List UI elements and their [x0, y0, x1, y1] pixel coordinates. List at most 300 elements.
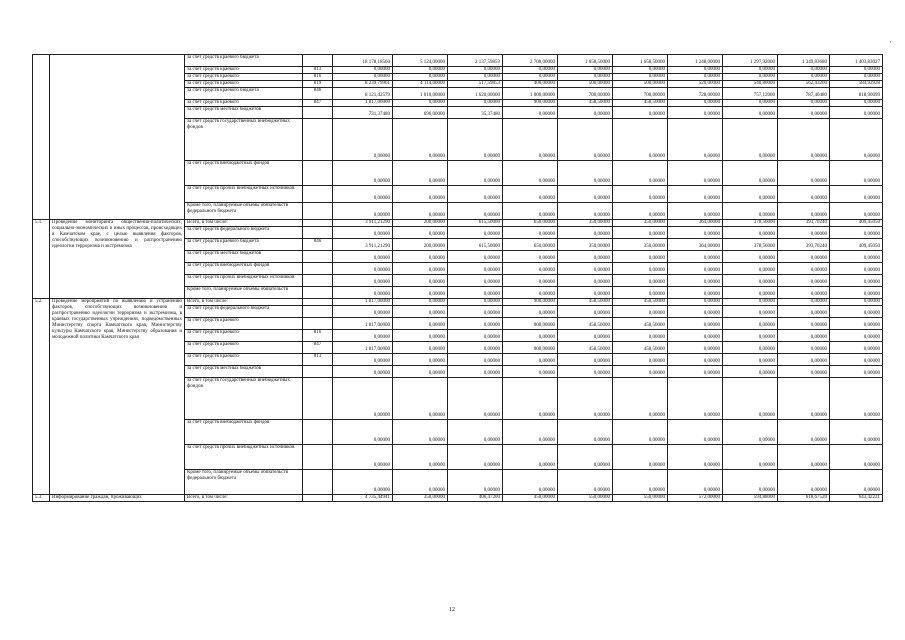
- amount-cell: 618,67520: [778, 495, 830, 502]
- amount-cell: 0,00000: [393, 354, 448, 366]
- amount-cell: 615,50000: [448, 220, 503, 227]
- amount-cell: 0,00000: [393, 100, 448, 107]
- amount-cell: 0,00000: [830, 161, 883, 186]
- amount-cell: 0,00000: [668, 74, 723, 81]
- table-row: [33, 220, 883, 227]
- amount-cell: 900,00000: [503, 342, 558, 354]
- amount-cell: 818,90099: [830, 88, 883, 100]
- funding-source: за счет средств государственных внебюджетных фондов: [185, 119, 303, 161]
- amount-cell: 0,00000: [613, 74, 668, 81]
- amount-cell: 0,00000: [448, 287, 503, 299]
- amount-cell: 500,00000: [558, 81, 613, 88]
- amount-cell: 0,00000: [613, 306, 668, 318]
- amount-cell: 0,00000: [448, 342, 503, 354]
- amount-cell: 0,00000: [613, 263, 668, 275]
- amount-cell: 0,00000: [668, 186, 723, 203]
- amount-cell: 0,00000: [393, 299, 448, 306]
- budget-code: [303, 318, 333, 330]
- budget-code: 816: [303, 74, 333, 81]
- amount-cell: 0,00000: [830, 251, 883, 263]
- amount-cell: 0,00000: [668, 203, 723, 220]
- amount-cell: 1 403,83027: [830, 55, 883, 67]
- amount-cell: 0,00000: [333, 74, 393, 81]
- amount-cell: 0,00000: [723, 227, 778, 239]
- amount-cell: 0,00000: [613, 203, 668, 220]
- amount-cell: 378,56000: [723, 220, 778, 227]
- amount-cell: 2 700,00000: [503, 55, 558, 67]
- amount-cell: 0,00000: [778, 275, 830, 287]
- funding-source: Всего, в том числе:: [185, 299, 303, 306]
- amount-cell: 0,00000: [393, 74, 448, 81]
- amount-cell: 0,00000: [830, 203, 883, 220]
- amount-cell: 0,00000: [668, 366, 723, 378]
- amount-cell: 0,00000: [558, 251, 613, 263]
- amount-cell: 0,00000: [448, 119, 503, 161]
- funding-source: Кроме того, планируемые объемы обязательств: [185, 287, 303, 299]
- amount-cell: 393,70240: [778, 220, 830, 227]
- amount-cell: 1 817,00000: [333, 342, 393, 354]
- amount-cell: 643,42221: [830, 495, 883, 502]
- amount-cell: 0,00000: [613, 330, 668, 342]
- amount-cell: 0,00000: [778, 420, 830, 445]
- amount-cell: 1 620,00000: [448, 88, 503, 100]
- amount-cell: 378,56000: [723, 239, 778, 251]
- amount-cell: 0,00000: [778, 445, 830, 470]
- item-name: Проведение мероприятий по выявлению и устранению факторов, способствующих возникновению и распространению идеологии терроризма и экстремизма, в краевых государственных учреждениях, подведомственных Министерству спорта Камчатского края, Министерству культуры Камчатского края, Министерству образования и молодежной политики Камчатского края: [50, 299, 185, 495]
- amount-cell: 200,00000: [393, 239, 448, 251]
- amount-cell: 0,00000: [448, 378, 503, 420]
- amount-cell: 0,00000: [778, 263, 830, 275]
- amount-cell: 0,00000: [668, 342, 723, 354]
- amount-cell: 0,00000: [448, 251, 503, 263]
- amount-cell: 1 817,00000: [333, 299, 393, 306]
- item-name: Проведение мониторинга общественно-политических, социально-экономических и иных процессов, происходящих в Камчатском крае, с целью выявления факторов, способствующих возникновению и распространению идеологии терроризма и экстремизма: [50, 220, 185, 299]
- amount-cell: 0,00000: [393, 378, 448, 420]
- funding-source: за счет средств краевого бюджета: [185, 239, 303, 251]
- budget-code: [303, 299, 333, 306]
- amount-cell: 0,00000: [668, 354, 723, 366]
- amount-cell: 0,00000: [558, 74, 613, 81]
- amount-cell: 0,00000: [393, 318, 448, 330]
- amount-cell: 1 297,92000: [723, 55, 778, 67]
- amount-cell: 0,00000: [503, 251, 558, 263]
- amount-cell: 0,00000: [723, 251, 778, 263]
- amount-cell: 0,00000: [723, 100, 778, 107]
- amount-cell: 0,00000: [830, 227, 883, 239]
- amount-cell: 0,00000: [830, 119, 883, 161]
- budget-code: [303, 55, 333, 67]
- amount-cell: 0,00000: [558, 445, 613, 470]
- item-number: 5.1.: [33, 220, 50, 299]
- amount-cell: 0,00000: [393, 251, 448, 263]
- amount-cell: 0,00000: [333, 366, 393, 378]
- amount-cell: 0,00000: [558, 119, 613, 161]
- funding-source: за счет средств государственных внебюджетных фондов: [185, 378, 303, 420]
- amount-cell: 0,00000: [503, 107, 558, 119]
- amount-cell: 0,00000: [613, 119, 668, 161]
- amount-cell: 0,00000: [393, 186, 448, 203]
- amount-cell: 0,00000: [448, 186, 503, 203]
- amount-cell: 18 178,18560: [333, 55, 393, 67]
- amount-cell: 0,00000: [503, 445, 558, 470]
- amount-cell: 0,00000: [778, 203, 830, 220]
- funding-source: за счет средств краевого бюджета: [185, 88, 303, 100]
- amount-cell: 0,00000: [778, 227, 830, 239]
- amount-cell: 0,00000: [778, 119, 830, 161]
- budget-code: [303, 445, 333, 470]
- amount-cell: 0,00000: [393, 227, 448, 239]
- amount-cell: 650,00000: [503, 220, 558, 227]
- amount-cell: 0,00000: [668, 287, 723, 299]
- amount-cell: 458,50000: [613, 318, 668, 330]
- budget-code: [303, 227, 333, 239]
- amount-cell: 458,50000: [558, 100, 613, 107]
- amount-cell: 0,00000: [448, 67, 503, 74]
- funding-source: за счет средств прочих внебюджетных источников: [185, 445, 303, 470]
- amount-cell: 400,00000: [503, 81, 558, 88]
- amount-cell: 0,00000: [613, 161, 668, 186]
- amount-cell: 0,00000: [830, 318, 883, 330]
- amount-cell: 0,00000: [333, 263, 393, 275]
- budget-code: [303, 220, 333, 227]
- amount-cell: 0,00000: [830, 263, 883, 275]
- amount-cell: 0,00000: [448, 74, 503, 81]
- amount-cell: 0,00000: [333, 251, 393, 263]
- amount-cell: 1 658,50000: [558, 55, 613, 67]
- amount-cell: 0,00000: [723, 161, 778, 186]
- amount-cell: 757,12000: [723, 88, 778, 100]
- amount-cell: 0,00000: [668, 251, 723, 263]
- table-row: [33, 495, 883, 502]
- budget-code: [303, 495, 333, 502]
- funding-source: Кроме того, планируемые объемы обязательств федерального бюджета: [185, 470, 303, 495]
- amount-cell: 0,00000: [448, 203, 503, 220]
- amount-cell: 0,00000: [830, 74, 883, 81]
- amount-cell: 3 911,21290: [333, 220, 393, 227]
- amount-cell: 0,00000: [668, 161, 723, 186]
- amount-cell: 650,00000: [503, 239, 558, 251]
- amount-cell: 0,00000: [333, 119, 393, 161]
- amount-cell: 0,00000: [778, 107, 830, 119]
- amount-cell: 0,00000: [558, 470, 613, 495]
- amount-cell: 584,92928: [830, 81, 883, 88]
- amount-cell: 1 658,50000: [613, 55, 668, 67]
- funding-source: за счет средств местных бюджетов: [185, 107, 303, 119]
- funding-source: за счет средств местных бюджетов: [185, 251, 303, 263]
- amount-cell: 0,00000: [393, 161, 448, 186]
- amount-cell: 0,00000: [333, 186, 393, 203]
- amount-cell: 0,00000: [393, 203, 448, 220]
- amount-cell: 0,00000: [393, 366, 448, 378]
- amount-cell: 0,00000: [778, 299, 830, 306]
- amount-cell: 696,00000: [393, 107, 448, 119]
- amount-cell: 0,00000: [830, 299, 883, 306]
- amount-cell: 500,00000: [613, 81, 668, 88]
- funding-source: за счет средств прочих внебюджетных источников: [185, 275, 303, 287]
- funding-source: за счет средств краевого: [185, 342, 303, 354]
- amount-cell: 900,00000: [503, 318, 558, 330]
- amount-cell: 8 121,42579: [333, 88, 393, 100]
- amount-cell: 0,00000: [503, 263, 558, 275]
- amount-cell: 0,00000: [830, 342, 883, 354]
- amount-cell: 0,00000: [723, 67, 778, 74]
- amount-cell: 1 248,00000: [668, 55, 723, 67]
- amount-cell: 409,45050: [830, 220, 883, 227]
- budget-code: [303, 251, 333, 263]
- amount-cell: 0,00000: [613, 186, 668, 203]
- amount-cell: 572,00000: [668, 495, 723, 502]
- amount-cell: 0,00000: [778, 306, 830, 318]
- amount-cell: 517,59853: [448, 81, 503, 88]
- amount-cell: 0,00000: [723, 445, 778, 470]
- amount-cell: 0,00000: [668, 470, 723, 495]
- amount-cell: 0,00000: [668, 100, 723, 107]
- amount-cell: 0,00000: [778, 186, 830, 203]
- budget-code: [303, 366, 333, 378]
- amount-cell: 0,00000: [613, 251, 668, 263]
- amount-cell: 0,00000: [723, 119, 778, 161]
- budget-code: 813: [303, 67, 333, 74]
- amount-cell: 0,00000: [333, 275, 393, 287]
- amount-cell: 0,00000: [613, 67, 668, 74]
- amount-cell: 550,00000: [613, 495, 668, 502]
- budget-code: [303, 161, 333, 186]
- amount-cell: 0,00000: [778, 470, 830, 495]
- amount-cell: 0,00000: [393, 287, 448, 299]
- amount-cell: 0,00000: [558, 161, 613, 186]
- amount-cell: 0,00000: [778, 354, 830, 366]
- amount-cell: 0,00000: [723, 366, 778, 378]
- amount-cell: 450,00000: [503, 495, 558, 502]
- edge-mark: ': [890, 40, 892, 48]
- amount-cell: 0,00000: [393, 67, 448, 74]
- amount-cell: 0,00000: [668, 318, 723, 330]
- amount-cell: 0,00000: [503, 227, 558, 239]
- funding-source: за счет средств краевого: [185, 318, 303, 330]
- amount-cell: 0,00000: [503, 203, 558, 220]
- amount-cell: 615,50000: [448, 239, 503, 251]
- amount-cell: 0,00000: [333, 67, 393, 74]
- budget-code: 847: [303, 100, 333, 107]
- amount-cell: 0,00000: [393, 420, 448, 445]
- amount-cell: 0,00000: [333, 287, 393, 299]
- amount-cell: 562,43200: [778, 81, 830, 88]
- page-number: 12: [449, 607, 455, 613]
- amount-cell: 0,00000: [613, 445, 668, 470]
- amount-cell: 458,50000: [613, 342, 668, 354]
- amount-cell: 0,00000: [778, 287, 830, 299]
- funding-source: за счет средств краевого: [185, 81, 303, 88]
- amount-cell: 0,00000: [558, 227, 613, 239]
- funding-source: за счет средств краевого: [185, 330, 303, 342]
- amount-cell: 0,00000: [503, 330, 558, 342]
- amount-cell: 393,70240: [778, 239, 830, 251]
- budget-code: 816: [303, 330, 333, 342]
- amount-cell: 0,00000: [393, 263, 448, 275]
- amount-cell: 364,00000: [668, 239, 723, 251]
- item-number: 5.3.: [33, 495, 50, 502]
- budget-code: 813: [303, 354, 333, 366]
- amount-cell: 1 817,00000: [333, 318, 393, 330]
- amount-cell: 0,00000: [448, 354, 503, 366]
- amount-cell: 0,00000: [778, 251, 830, 263]
- amount-cell: 0,00000: [723, 203, 778, 220]
- amount-cell: 0,00000: [668, 275, 723, 287]
- funding-source: Всего, в том числе:: [185, 220, 303, 227]
- amount-cell: 0,00000: [448, 470, 503, 495]
- amount-cell: 4 735,44941: [333, 495, 393, 502]
- amount-cell: 0,00000: [613, 366, 668, 378]
- amount-cell: 0,00000: [393, 445, 448, 470]
- funding-source: за счет средств внебюджетных фондов: [185, 420, 303, 445]
- amount-cell: 0,00000: [613, 107, 668, 119]
- budget-code: [303, 186, 333, 203]
- amount-cell: 8 239,79961: [333, 81, 393, 88]
- amount-cell: 0,00000: [668, 330, 723, 342]
- amount-cell: 458,50000: [613, 299, 668, 306]
- amount-cell: 0,00000: [558, 203, 613, 220]
- amount-cell: 0,00000: [558, 107, 613, 119]
- amount-cell: 0,00000: [558, 420, 613, 445]
- amount-cell: 0,00000: [830, 306, 883, 318]
- amount-cell: 0,00000: [613, 470, 668, 495]
- funding-source: за счет средств местных бюджетов: [185, 366, 303, 378]
- amount-cell: 458,50000: [558, 318, 613, 330]
- amount-cell: 0,00000: [448, 275, 503, 287]
- amount-cell: 0,00000: [668, 107, 723, 119]
- amount-cell: 0,00000: [723, 342, 778, 354]
- amount-cell: 0,00000: [830, 107, 883, 119]
- budget-code: [303, 119, 333, 161]
- amount-cell: 0,00000: [503, 161, 558, 186]
- amount-cell: 0,00000: [830, 420, 883, 445]
- amount-cell: 350,00000: [558, 220, 613, 227]
- amount-cell: 0,00000: [448, 318, 503, 330]
- amount-cell: 0,00000: [723, 330, 778, 342]
- amount-cell: 520,00000: [668, 81, 723, 88]
- amount-cell: 0,00000: [668, 378, 723, 420]
- amount-cell: 0,00000: [723, 263, 778, 275]
- item-number: 5.2.: [33, 299, 50, 495]
- amount-cell: 0,00000: [558, 378, 613, 420]
- amount-cell: 0,00000: [723, 107, 778, 119]
- funding-source: за счет средств внебюджетных фондов: [185, 263, 303, 275]
- funding-source: за счет средств федерального бюджета: [185, 306, 303, 318]
- amount-cell: 0,00000: [830, 275, 883, 287]
- amount-cell: 0,00000: [448, 366, 503, 378]
- amount-cell: 0,00000: [333, 306, 393, 318]
- budget-code: [303, 287, 333, 299]
- amount-cell: 0,00000: [393, 330, 448, 342]
- amount-cell: 0,00000: [723, 299, 778, 306]
- amount-cell: 0,00000: [448, 227, 503, 239]
- amount-cell: 0,00000: [830, 470, 883, 495]
- amount-cell: 0,00000: [333, 354, 393, 366]
- amount-cell: 0,00000: [723, 287, 778, 299]
- budget-code: [303, 378, 333, 420]
- amount-cell: 0,00000: [333, 203, 393, 220]
- amount-cell: 1 349,83680: [778, 55, 830, 67]
- amount-cell: 0,00000: [503, 354, 558, 366]
- amount-cell: 1 817,00000: [333, 100, 393, 107]
- item-name: Информирование граждан, проживающих: [50, 495, 185, 502]
- funding-source: Кроме того, планируемые объемы обязательств федерального бюджета: [185, 203, 303, 220]
- budget-code: [303, 306, 333, 318]
- amount-cell: 0,00000: [830, 330, 883, 342]
- amount-cell: 0,00000: [613, 378, 668, 420]
- amount-cell: 0,00000: [830, 354, 883, 366]
- amount-cell: 0,00000: [558, 306, 613, 318]
- amount-cell: 0,00000: [393, 470, 448, 495]
- amount-cell: 0,00000: [613, 420, 668, 445]
- amount-cell: 0,00000: [448, 445, 503, 470]
- amount-cell: 0,00000: [393, 342, 448, 354]
- item-number-cell: [33, 55, 50, 220]
- funding-source: Всего, в том числе:: [185, 495, 303, 502]
- amount-cell: 0,00000: [503, 378, 558, 420]
- table-row: [33, 55, 883, 67]
- amount-cell: 0,00000: [778, 378, 830, 420]
- amount-cell: 0,00000: [723, 74, 778, 81]
- amount-cell: 0,00000: [448, 299, 503, 306]
- amount-cell: 458,50000: [613, 100, 668, 107]
- amount-cell: 350,00000: [558, 239, 613, 251]
- budget-code: 847: [303, 342, 333, 354]
- funding-source: за счет средств федерального бюджета: [185, 227, 303, 239]
- budget-code: [303, 275, 333, 287]
- funding-source: за счет средств краевого: [185, 67, 303, 74]
- amount-cell: 2 137,59853: [448, 55, 503, 67]
- amount-cell: 0,00000: [668, 445, 723, 470]
- amount-cell: 200,00000: [393, 220, 448, 227]
- funding-source: за счет средств краевого: [185, 74, 303, 81]
- amount-cell: 0,00000: [778, 366, 830, 378]
- amount-cell: 0,00000: [668, 227, 723, 239]
- amount-cell: 0,00000: [333, 161, 393, 186]
- amount-cell: 0,00000: [333, 227, 393, 239]
- amount-cell: 594,88000: [723, 495, 778, 502]
- amount-cell: 0,00000: [778, 318, 830, 330]
- amount-cell: 0,00000: [503, 420, 558, 445]
- amount-cell: 0,00000: [830, 67, 883, 74]
- amount-cell: 0,00000: [333, 378, 393, 420]
- amount-cell: 728,00000: [668, 88, 723, 100]
- amount-cell: 458,50000: [558, 342, 613, 354]
- amount-cell: 0,00000: [503, 275, 558, 287]
- amount-cell: 0,00000: [503, 366, 558, 378]
- budget-code: [303, 107, 333, 119]
- amount-cell: 0,00000: [723, 354, 778, 366]
- table-row: [33, 299, 883, 306]
- amount-cell: 1 010,00000: [393, 88, 448, 100]
- funding-source: за счет средств краевого: [185, 354, 303, 366]
- amount-cell: 458,50000: [558, 299, 613, 306]
- amount-cell: 0,00000: [448, 330, 503, 342]
- budget-table: [32, 54, 883, 502]
- amount-cell: 0,00000: [668, 119, 723, 161]
- amount-cell: 0,00000: [448, 306, 503, 318]
- amount-cell: 900,00000: [503, 100, 558, 107]
- amount-cell: 0,00000: [503, 74, 558, 81]
- amount-cell: 0,00000: [333, 330, 393, 342]
- amount-cell: 35,37480: [448, 107, 503, 119]
- amount-cell: 350,00000: [613, 239, 668, 251]
- amount-cell: 1 000,00000: [503, 88, 558, 100]
- amount-cell: 0,00000: [558, 330, 613, 342]
- amount-cell: 0,00000: [830, 445, 883, 470]
- funding-source: за счет средств краевого: [185, 100, 303, 107]
- funding-source: за счет средств краевого бюджета: [185, 55, 303, 67]
